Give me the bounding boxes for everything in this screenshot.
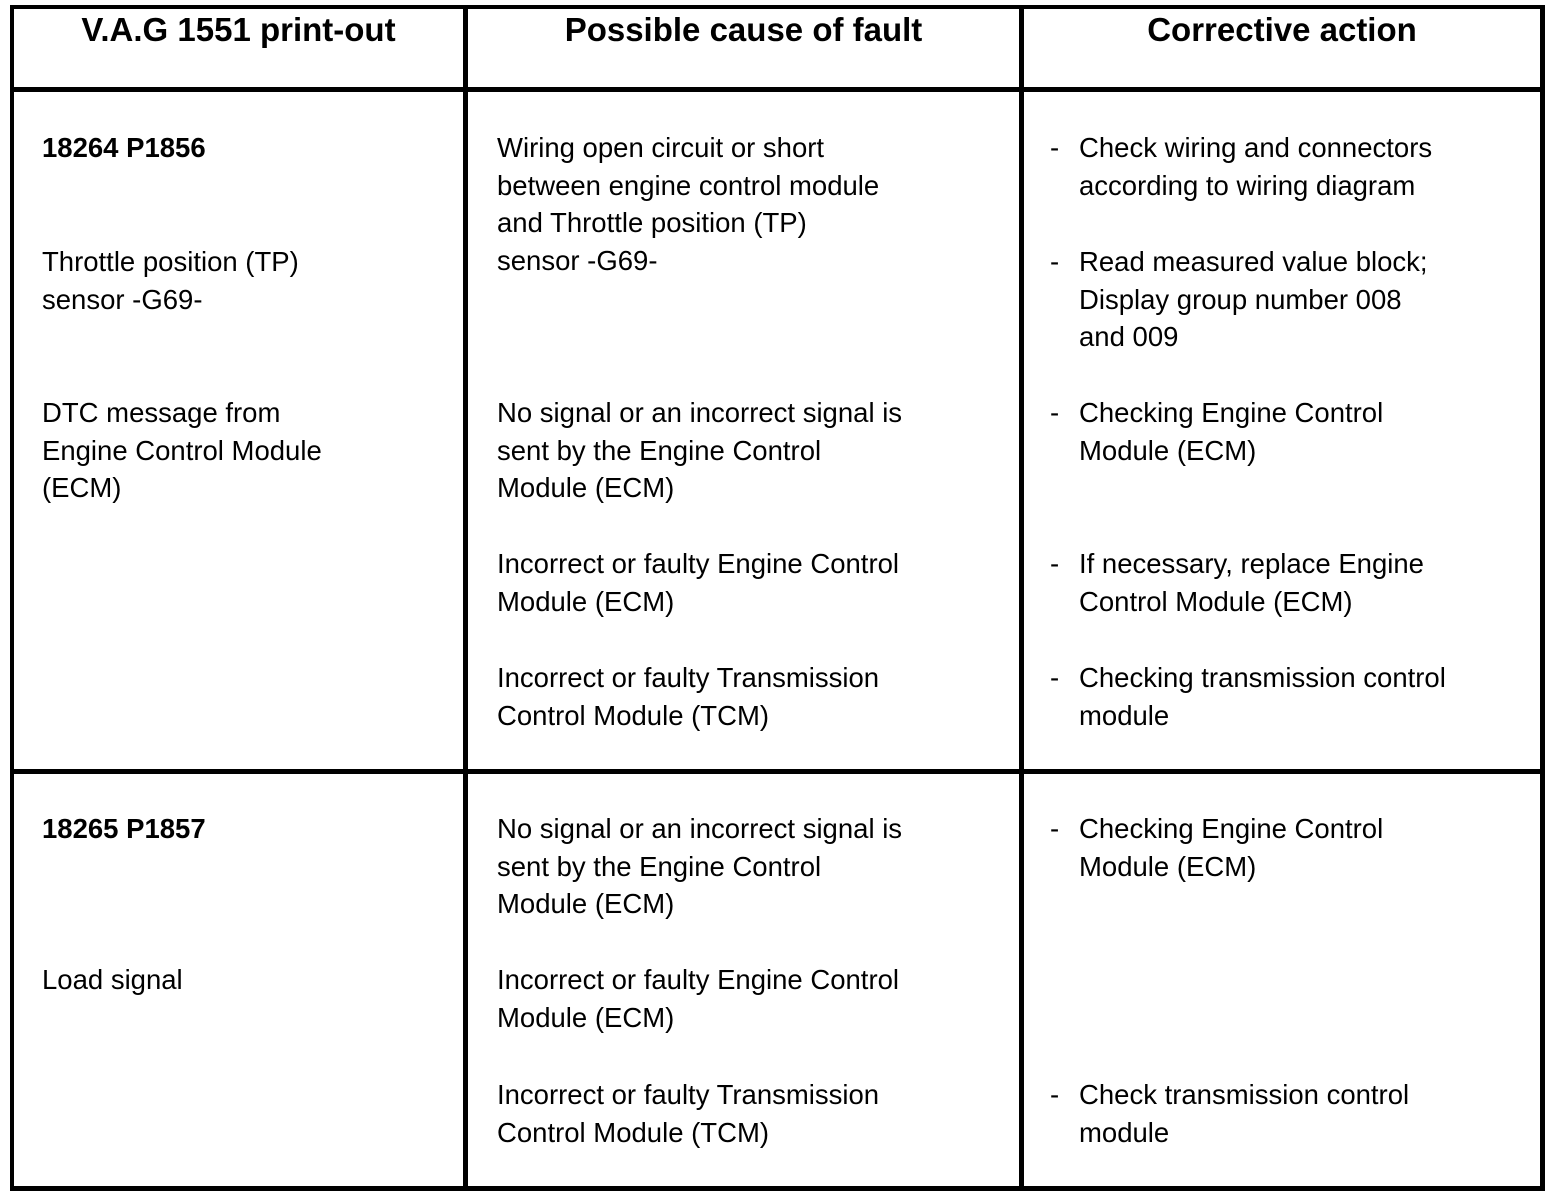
bullet-dash: - xyxy=(1050,662,1060,693)
header-corrective-action: Corrective action xyxy=(1147,11,1417,48)
table-border-right xyxy=(1540,5,1545,1191)
row-divider xyxy=(10,769,1545,774)
header-possible-cause: Possible cause of fault xyxy=(564,11,923,48)
header-divider xyxy=(10,87,1545,92)
table-border-top xyxy=(10,5,1545,9)
action-text: Checking Engine Control Module (ECM) xyxy=(1079,813,1384,882)
action-text: If necessary, replace Engine Control Module (ECM) xyxy=(1079,548,1424,617)
cause-no-signal: No signal or an incorrect signal is sent by the Engine Control Module (ECM) xyxy=(497,813,903,920)
cause-faulty-ecm: Incorrect or faulty Engine Control Module (ECM) xyxy=(497,964,899,1033)
header-printout: V.A.G 1551 print-out xyxy=(81,11,396,48)
action-text: Checking Engine Control Module (ECM) xyxy=(1079,397,1384,466)
cause-faulty-ecm: Incorrect or faulty Engine Control Module (ECM) xyxy=(497,548,899,617)
fault-code-18264: 18264 P1856 xyxy=(42,132,206,163)
fault-code-18265: 18265 P1857 xyxy=(42,813,206,844)
fault-component-load-signal: Load signal xyxy=(42,964,183,995)
bullet-dash: - xyxy=(1050,548,1060,579)
action-text: Check wiring and connectors according to wiring diagram xyxy=(1079,132,1433,201)
column-divider-2 xyxy=(1019,5,1024,1191)
bullet-dash: - xyxy=(1050,1079,1060,1110)
bullet-dash: - xyxy=(1050,246,1060,277)
action-text: Read measured value block; Display group number 008 and 009 xyxy=(1079,246,1428,353)
action-text: Checking transmission control module xyxy=(1079,662,1446,731)
fault-message-dtc: DTC message from Engine Control Module (ECM) xyxy=(42,397,322,504)
bullet-dash: - xyxy=(1050,397,1060,428)
cause-no-signal: No signal or an incorrect signal is sent by the Engine Control Module (ECM) xyxy=(497,397,903,504)
bullet-dash: - xyxy=(1050,132,1060,163)
bullet-dash: - xyxy=(1050,813,1060,844)
column-divider-1 xyxy=(463,5,468,1191)
action-text: Check transmission control module xyxy=(1079,1079,1410,1148)
cause-wiring: Wiring open circuit or short between engine control module and Throttle position (TP) sensor -G69- xyxy=(497,132,880,276)
table-border-left xyxy=(10,5,14,1191)
fault-component-throttle: Throttle position (TP) sensor -G69- xyxy=(42,246,299,315)
cause-faulty-tcm: Incorrect or faulty Transmission Control Module (TCM) xyxy=(497,1079,880,1148)
table-border-bottom xyxy=(10,1186,1545,1191)
cause-faulty-tcm: Incorrect or faulty Transmission Control Module (TCM) xyxy=(497,662,880,731)
